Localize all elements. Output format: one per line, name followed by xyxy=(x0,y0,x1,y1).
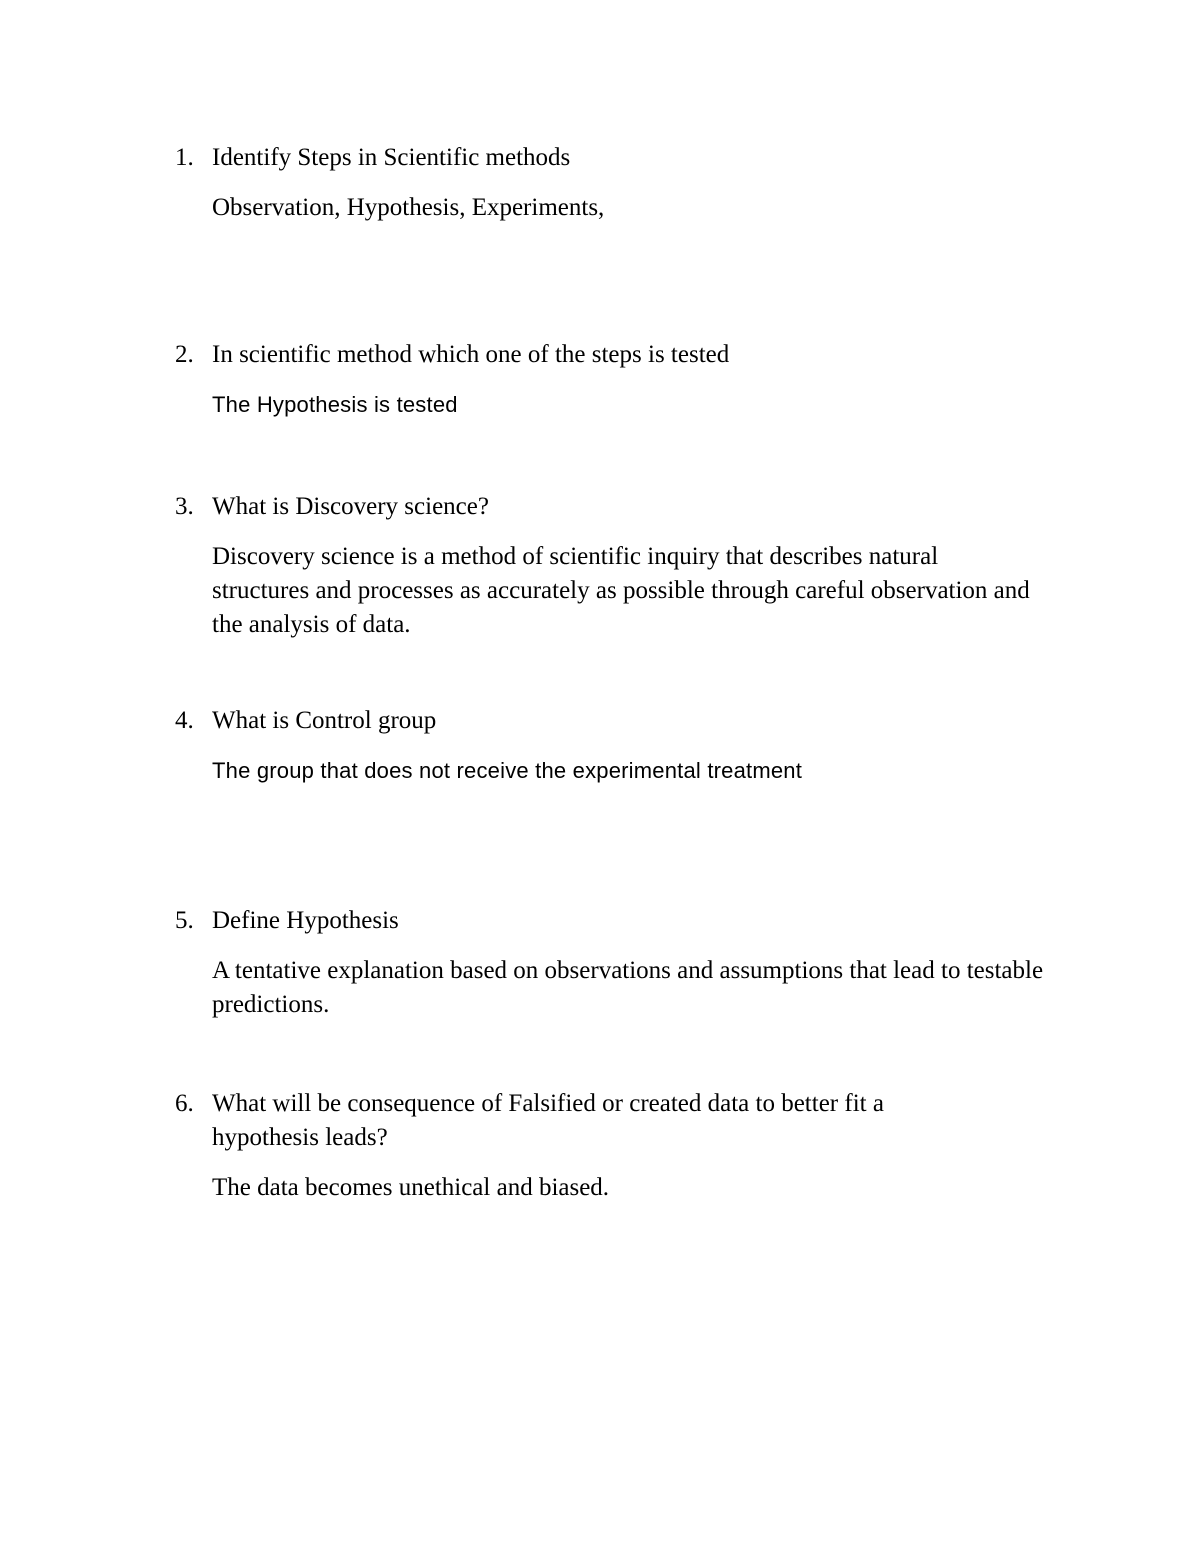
answer-text: The group that does not receive the experimental treatment xyxy=(212,758,803,783)
question-text: In scientific method which one of the steps is tested xyxy=(212,341,730,368)
question-number: 2. xyxy=(175,341,194,368)
question-number: 4. xyxy=(175,707,194,734)
answer-text: Discovery science is a method of scientific inquiry that describes natural structures and processes as accurately as possible through careful observation and the analysis of data. xyxy=(212,543,1030,638)
answer-text: The data becomes unethical and biased. xyxy=(212,1174,610,1201)
question-text: What is Discovery science? xyxy=(212,493,489,520)
question-number: 3. xyxy=(175,493,194,520)
answer-text: The Hypothesis is tested xyxy=(212,392,458,417)
answer-text: Observation, Hypothesis, Experiments, xyxy=(212,194,605,221)
question-number: 1. xyxy=(175,144,194,171)
answer-text: A tentative explanation based on observations and assumptions that lead to testable predictions. xyxy=(212,957,1044,1018)
question-text: What is Control group xyxy=(212,707,437,734)
question-text: Identify Steps in Scientific methods xyxy=(212,144,571,171)
question-number: 6. xyxy=(175,1090,194,1117)
question-text: Define Hypothesis xyxy=(212,907,399,934)
question-text: What will be consequence of Falsified or created data to better fit a hypothesis leads? xyxy=(212,1090,884,1151)
question-number: 5. xyxy=(175,907,194,934)
